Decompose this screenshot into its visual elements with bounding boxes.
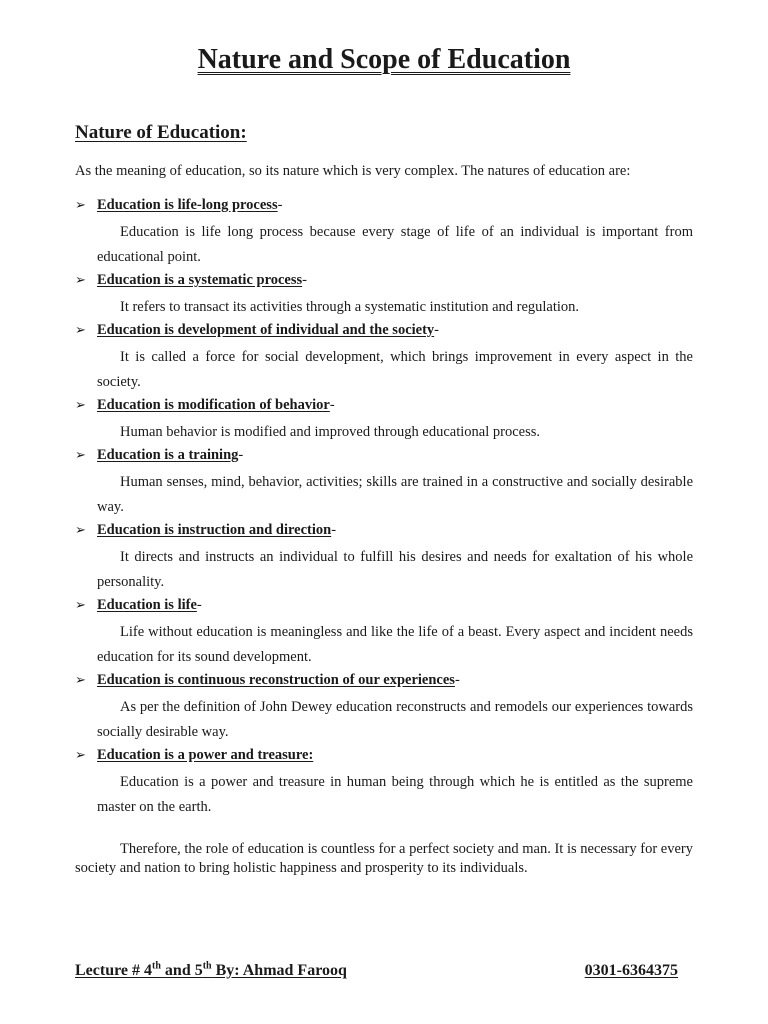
list-item-dash: - bbox=[238, 447, 244, 463]
list-item-title: Education is a systematic process bbox=[97, 272, 303, 288]
list-item-heading bbox=[75, 745, 693, 770]
list-item-dash: - bbox=[196, 597, 202, 613]
list-item-heading bbox=[75, 195, 693, 220]
list-item-dash: - bbox=[277, 197, 283, 213]
list-item-description: It refers to transact its activities through a systematic institution and regulation. bbox=[120, 299, 580, 315]
arrow-bullet-icon: ➢ bbox=[75, 672, 86, 687]
list-item-description: Education is life long process because every stage of life of an individual is important from educational point. bbox=[97, 224, 693, 265]
list-item-description: Human behavior is modified and improved through educational process. bbox=[120, 424, 540, 440]
list-item-heading bbox=[75, 520, 693, 545]
list-item bbox=[75, 320, 693, 395]
list-item-description: Life without education is meaningless and like the life of a beast. Every aspect and incident needs education for its sound development. bbox=[97, 624, 693, 665]
section-heading: Nature of Education: bbox=[75, 122, 247, 143]
list-item-title: Education is instruction and direction bbox=[97, 522, 332, 538]
list-item bbox=[75, 595, 693, 670]
list-item bbox=[75, 195, 693, 270]
page-title: Nature and Scope of Education bbox=[197, 44, 571, 75]
list-item bbox=[75, 270, 693, 320]
arrow-bullet-icon: ➢ bbox=[75, 522, 86, 537]
conclusion-paragraph: Therefore, the role of education is countless for a perfect society and man. It is necessary for every society and nation to bring holistic happiness and prosperity to its individuals. bbox=[75, 841, 693, 876]
arrow-bullet-icon: ➢ bbox=[75, 597, 86, 612]
list-item-heading bbox=[75, 395, 693, 420]
list-item-dash: - bbox=[434, 322, 440, 338]
list-item-title: Education is modification of behavior bbox=[97, 397, 330, 413]
list-item-dash: - bbox=[302, 272, 307, 288]
list-item bbox=[75, 745, 693, 820]
arrow-bullet-icon: ➢ bbox=[75, 197, 86, 212]
list-item bbox=[75, 670, 693, 745]
list-item-description: As per the definition of John Dewey education reconstructs and remodels our experiences towards socially desirable way. bbox=[97, 699, 693, 740]
list-item bbox=[75, 445, 693, 520]
list-item-title: Education is development of individual and the society bbox=[97, 322, 435, 338]
nature-list bbox=[75, 195, 693, 820]
list-item-description: Human senses, mind, behavior, activities; skills are trained in a constructive and socially desirable way. bbox=[97, 474, 693, 515]
list-item-dash: - bbox=[331, 522, 337, 538]
arrow-bullet-icon: ➢ bbox=[75, 747, 86, 762]
list-item-dash: - bbox=[454, 672, 460, 688]
list-item-description: It is called a force for social development, which brings improvement in every aspect in the society. bbox=[97, 349, 693, 390]
list-item-heading bbox=[75, 595, 693, 620]
list-item-title: Education is life-long process bbox=[97, 197, 278, 213]
arrow-bullet-icon: ➢ bbox=[75, 447, 86, 462]
list-item-dash: - bbox=[329, 397, 335, 413]
list-item-title: Education is a power and treasure: bbox=[97, 747, 314, 763]
list-item-title: Education is life bbox=[97, 597, 197, 613]
list-item-description: It directs and instructs an individual to fulfill his desires and needs for exaltation of his whole personality. bbox=[97, 549, 693, 590]
arrow-bullet-icon: ➢ bbox=[75, 322, 86, 337]
list-item-description: Education is a power and treasure in human being through which he is entitled as the supreme master on the earth. bbox=[97, 774, 693, 815]
list-item-heading bbox=[75, 670, 693, 695]
list-item-heading bbox=[75, 320, 693, 345]
arrow-bullet-icon: ➢ bbox=[75, 272, 86, 287]
list-item bbox=[75, 395, 693, 445]
lecture-credit: Lecture # 4th and 5th By: Ahmad Farooq bbox=[75, 960, 347, 979]
intro-paragraph: As the meaning of education, so its nature which is very complex. The natures of education are: bbox=[75, 163, 631, 179]
list-item-heading bbox=[75, 445, 693, 470]
list-item-heading bbox=[75, 270, 693, 295]
list-item bbox=[75, 520, 693, 595]
list-item-title: Education is a training bbox=[97, 447, 239, 463]
list-item-title: Education is continuous reconstruction of our experiences bbox=[97, 672, 455, 688]
arrow-bullet-icon: ➢ bbox=[75, 397, 86, 412]
phone-number: 0301-6364375 bbox=[584, 962, 678, 979]
